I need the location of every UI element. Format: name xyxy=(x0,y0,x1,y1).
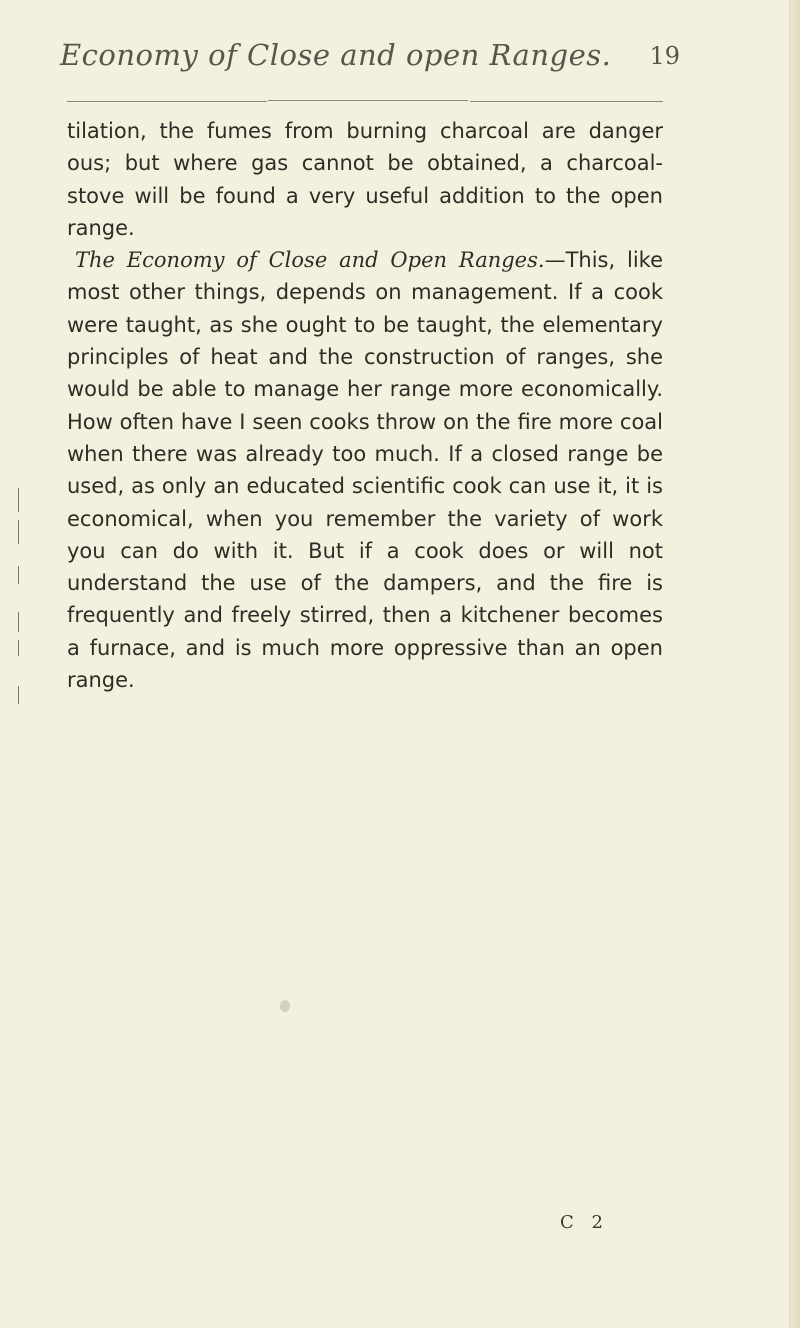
page-number: 19 xyxy=(649,42,680,70)
paragraph xyxy=(67,244,663,696)
signature-mark: C 2 xyxy=(560,1212,609,1233)
body-text xyxy=(67,115,663,696)
page-edge xyxy=(789,0,800,1328)
margin-mark xyxy=(18,520,19,544)
header-rule xyxy=(470,101,663,102)
running-head: Economy of Close and open Ranges. xyxy=(60,38,612,72)
margin-mark xyxy=(18,488,19,512)
margin-mark xyxy=(18,566,19,584)
margin-mark xyxy=(18,686,19,704)
margin-mark xyxy=(18,612,19,632)
header-rule xyxy=(268,100,468,101)
header-rule xyxy=(67,101,267,102)
margin-mark xyxy=(18,640,19,656)
paragraph: tilation, the fumes from burning charcoal are danger ous; but where gas cannot be obtained, a charcoal-stove will be found a very useful addition to the open range. xyxy=(67,119,663,240)
section-title: The Economy of Close and Open Ranges. xyxy=(75,248,545,273)
paragraph-text: —This, like most other things, depends on management. If a cook were taught, as she ought to be taught, the elementary principles of heat and the construction of ranges, she would be able to manage her range more economically. How often have I seen cooks throw on the fire more coal when there was already too much. If a closed range be used, as only an educated scientific cook can use it, it is economical, when you remember the variety of work you can do with it. But if a cook does or will not understand the use of the dampers, and the fire is frequently and freely stirred, then a kitchener becomes a furnace, and is much more oppressive than an open range. xyxy=(67,248,664,693)
page-header xyxy=(60,38,700,90)
paper-stain xyxy=(280,1000,290,1012)
